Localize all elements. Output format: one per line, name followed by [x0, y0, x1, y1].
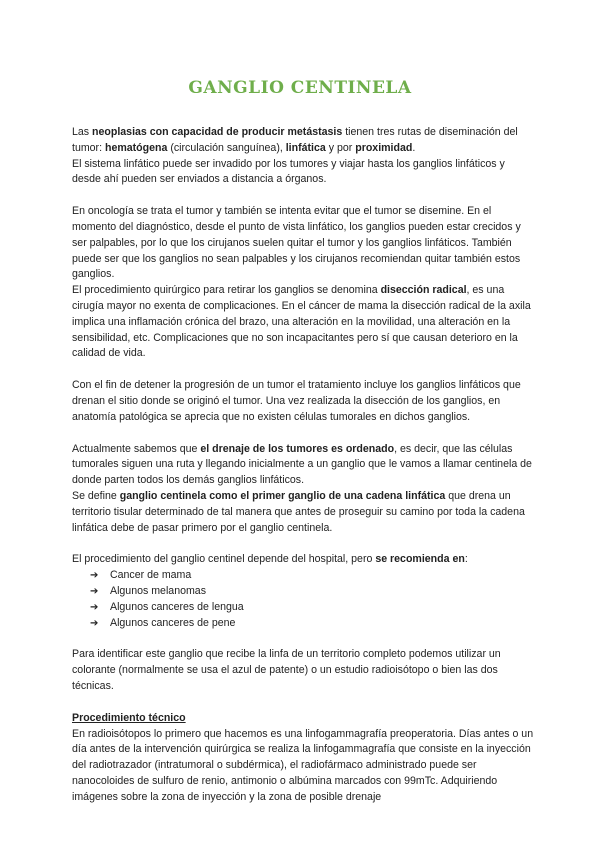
- text-run: Las: [72, 126, 93, 138]
- bold-run: ganglio centinela como el primer ganglio de una cadena linfática: [119, 489, 446, 502]
- list-item: [90, 600, 534, 616]
- list-item: [90, 584, 534, 600]
- bold-run: hematógena: [104, 141, 168, 154]
- list-item: [90, 616, 534, 632]
- list-item: [90, 568, 534, 584]
- text-run: que drena un territorio tisular determinado de tal manera que antes de proseguir su camino por toda la cadena linfática debe de pasar primero por el ganglio centinela.: [72, 489, 525, 534]
- paragraph-drenaje: [72, 442, 534, 489]
- paragraph-progresion: Con el fin de detener la progresión de un tumor el tratamiento incluye los ganglios linfáticos que drenan el sitio donde se originó el tumor. Una vez realizada la disección de los ganglios, en anatomía patológica se aprecia que no existen células tumorales en dichos ganglios.: [72, 379, 521, 423]
- paragraph-definicion: [72, 489, 534, 536]
- paragraph-recomienda: [72, 552, 534, 568]
- bold-run: neoplasias con capacidad de producir metástasis: [92, 126, 343, 138]
- bold-run: linfática: [285, 141, 326, 154]
- arrow-bullet-icon: ➔: [90, 585, 99, 597]
- paragraph-diseccion-radical: [72, 283, 534, 362]
- paragraph-sistema-linfatico: El sistema linfático puede ser invadido por los tumores y viajar hasta los ganglios linfáticos y desde ahí pueden ser enviados a distancia a órganos.: [72, 157, 505, 186]
- text-run: :: [464, 553, 468, 566]
- arrow-bullet-icon: ➔: [90, 617, 99, 629]
- text-run: y por: [325, 141, 356, 154]
- list-item-label: Cancer de mama: [110, 569, 192, 582]
- list-item-label: Algunos canceres de lengua: [110, 600, 244, 613]
- text-run: .: [412, 141, 416, 154]
- paragraph-oncologia: En oncología se trata el tumor y también se intenta evitar que el tumor se disemine. En el momento del diagnóstico, desde el punto de vista linfático, los ganglios pueden estar crecidos y ser palpables, por lo que los cirujanos suelen quitar el tumor y los ganglios linfáticos. También puede ser que los ganglios no sean palpables y los cirujanos recomiendan quitar también estos ganglios.: [72, 205, 521, 281]
- arrow-bullet-icon: ➔: [90, 570, 99, 582]
- bold-run: se recomienda en: [375, 553, 465, 566]
- text-run: Actualmente sabemos que: [72, 442, 201, 455]
- bold-run: proximidad: [355, 141, 413, 154]
- bold-run: disección radical: [380, 284, 467, 297]
- list-item-label: Algunos canceres de pene: [110, 616, 236, 629]
- arrow-bullet-icon: ➔: [90, 601, 99, 613]
- text-run: , es una cirugía mayor no exenta de complicaciones. En el cáncer de mama la disección radical de la axila implica una inflamación crónica del brazo, una alteración en la movilidad, una alteración en la sensibilidad, etc. Complicaciones que no son incapacitantes pero sí que causan deterioro en la calidad de vida.: [72, 284, 531, 360]
- text-run: tienen tres rutas de diseminación del tumor:: [72, 126, 518, 154]
- text-run: , es decir, que las células tumorales siguen una ruta y llegando inicialmente a un ganglio que le vamos a llamar centinela de donde parten todos los demás ganglios linfáticos.: [72, 442, 532, 487]
- paragraph-identificar: Para identificar este ganglio que recibe la linfa de un territorio completo podemos utilizar un colorante (normalmente se usa el azul de patente) o un estudio radioisótopo o bien las dos técnicas.: [72, 648, 501, 692]
- text-run: El procedimiento del ganglio centinel depende del hospital, pero: [72, 553, 376, 566]
- bold-run: el drenaje de los tumores es ordenado: [200, 442, 395, 455]
- paragraph-radioisotopos: En radioisótopos lo primero que hacemos es una linfogammagrafía preoperatoria. Días antes o un día antes de la intervención quirúrgica se realiza la linfogammagrafía que consiste en la inyección del radiotrazador (intratumoral o subdérmica), el radiofármaco administrado puede ser nanocoloides de sulfuro de renio, antimonio o albúmina marcados con 99mTc. Adquiriendo imágenes sobre la zona de inyección y la zona de posible drenaje: [72, 727, 534, 803]
- document-body: [72, 125, 534, 805]
- recommendation-list: [72, 568, 534, 631]
- text-run: El procedimiento quirúrgico para retirar los ganglios se denomina: [72, 284, 381, 297]
- section-heading: Procedimiento técnico: [72, 711, 186, 724]
- text-run: (circulación sanguínea),: [167, 141, 286, 154]
- paragraph-neoplasias: [72, 125, 534, 157]
- text-run: Se define: [72, 489, 120, 502]
- page-title: GANGLIO CENTINELA: [188, 78, 412, 98]
- list-item-label: Algunos melanomas: [110, 584, 206, 597]
